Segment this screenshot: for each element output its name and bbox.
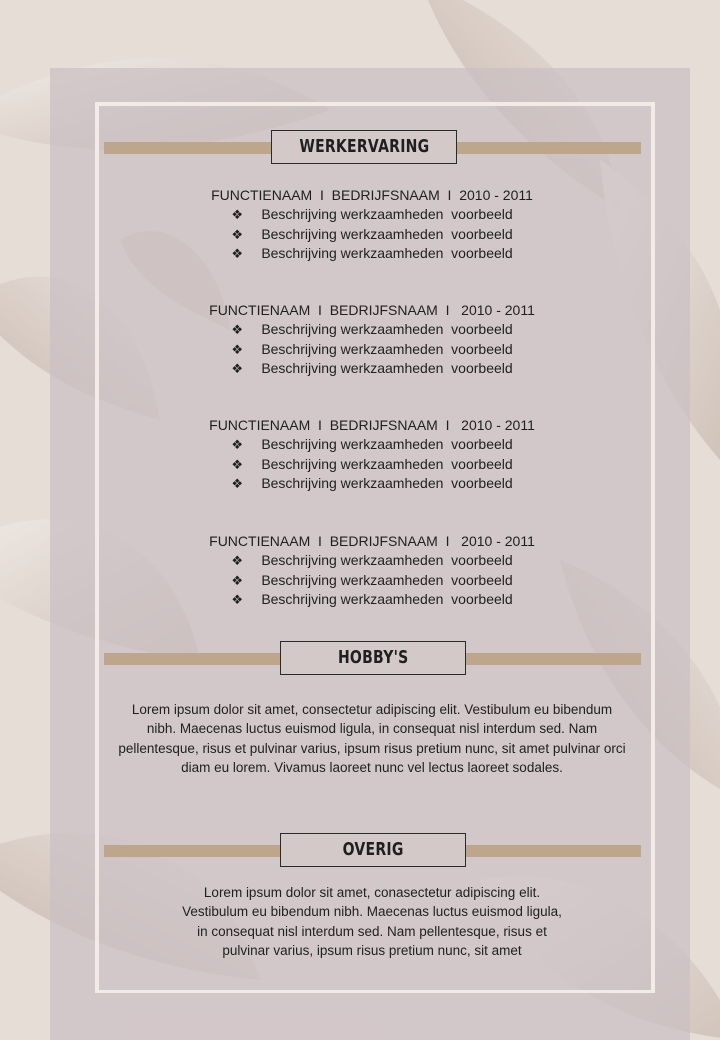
diamond-bullet-icon: ❖ [231,592,243,607]
job-title: FUNCTIENAAM I BEDRIJFSNAAM I 2010 - 2011 [209,533,535,549]
list-item-text: Beschrijving werkzaamheden voorbeeld [261,206,513,222]
diamond-bullet-icon: ❖ [231,456,243,472]
section-title-text: WERKERVARING [298,136,430,157]
list-item [0,340,720,360]
list-item [0,455,720,475]
diamond-bullet-icon: ❖ [231,361,243,376]
section-heading-overig [104,833,641,869]
list-item-text: Beschrijving werkzaamheden voorbeeld [261,552,513,568]
hobbys-paragraph: Lorem ipsum dolor sit amet, consectetur adipiscing elit. Vestibulum eu bibendum nibh. Maecenas luctus euismod ligula, in consequat nisl interdum sed. Nam pellentesque, risus et pulvinar varius, ipsum risus pretium nunc, sit amet pulvinar orci diam eu lorem. Vivamus laoreet nunc vel lectus laoreet sodales. [118,702,626,776]
section-heading-werkervaring [104,130,641,166]
section-title-text: OVERIG [342,839,404,860]
section-heading-hobbys [104,641,641,677]
list-item [0,225,720,245]
job-task-list [0,551,720,610]
diamond-bullet-icon: ❖ [231,322,243,337]
list-item-text: Beschrijving werkzaamheden voorbeeld [261,475,513,491]
diamond-bullet-icon: ❖ [231,572,243,588]
diamond-bullet-icon: ❖ [231,437,243,452]
list-item-text: Beschrijving werkzaamheden voorbeeld [261,455,513,472]
job-entry [0,300,720,379]
diamond-bullet-icon: ❖ [231,476,243,491]
job-title: FUNCTIENAAM I BEDRIJFSNAAM I 2010 - 2011 [209,417,535,433]
job-entry [0,415,720,494]
list-item [0,474,720,494]
diamond-bullet-icon: ❖ [231,226,243,242]
job-task-list [0,320,720,379]
list-item [0,571,720,591]
job-entry [0,531,720,610]
overig-paragraph: Lorem ipsum dolor sit amet, conasectetur adipiscing elit. Vestibulum eu bibendum nibh. Maecenas luctus euismod ligula, in consequat nisl interdum sed. Nam pellentesque, risus et pulvinar varius, ipsum risus pretium nunc, sit amet [182,885,562,959]
list-item-text: Beschrijving werkzaamheden voorbeeld [261,436,513,452]
list-item [0,435,720,455]
list-item-text: Beschrijving werkzaamheden voorbeeld [261,591,513,607]
list-item-text: Beschrijving werkzaamheden voorbeeld [261,340,513,357]
job-title: FUNCTIENAAM I BEDRIJFSNAAM I 2010 - 2011 [209,302,535,318]
list-item-text: Beschrijving werkzaamheden voorbeeld [261,245,513,261]
list-item [0,244,720,264]
job-task-list [0,435,720,494]
section-title [280,641,466,675]
diamond-bullet-icon: ❖ [231,341,243,357]
list-item [0,359,720,379]
diamond-bullet-icon: ❖ [231,207,243,222]
list-item [0,320,720,340]
job-title: FUNCTIENAAM I BEDRIJFSNAAM I 2010 - 2011 [211,187,533,203]
list-item-text: Beschrijving werkzaamheden voorbeeld [261,225,513,242]
list-item [0,551,720,571]
section-title [280,833,466,867]
list-item [0,590,720,610]
section-title [271,130,457,164]
job-task-list [0,205,720,264]
list-item [0,205,720,225]
section-title-text: HOBBY'S [337,647,409,668]
list-item-text: Beschrijving werkzaamheden voorbeeld [261,571,513,588]
diamond-bullet-icon: ❖ [231,246,243,261]
list-item-text: Beschrijving werkzaamheden voorbeeld [261,360,513,376]
diamond-bullet-icon: ❖ [231,553,243,568]
list-item-text: Beschrijving werkzaamheden voorbeeld [261,321,513,337]
job-entry [0,185,720,264]
